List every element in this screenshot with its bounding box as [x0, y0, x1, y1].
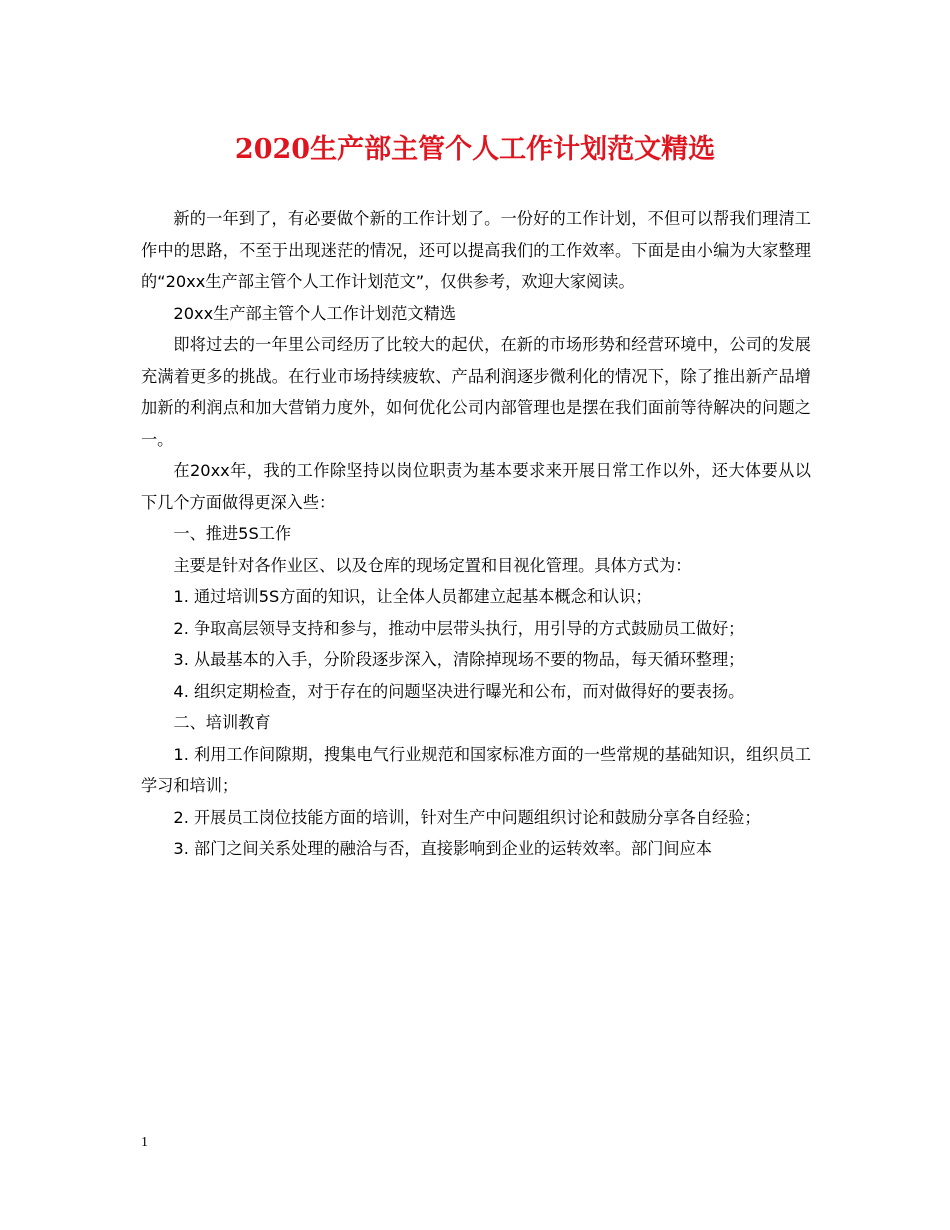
list-item-training-3: 3. 部门之间关系处理的融洽与否，直接影响到企业的运转效率。部门间应本	[173, 839, 712, 858]
list-item-5s-3: 3. 从最基本的入手，分阶段逐步深入，清除掉现场不要的物品，每天循环整理；	[173, 650, 745, 669]
paragraph-plan-overview: 在20xx年，我的工作除坚持以岗位职责为基本要求来开展日常工作以外，还大体要从以下几个方面做得更深入些：	[141, 461, 811, 512]
section-heading-training: 二、培训教育	[173, 713, 271, 732]
paragraph-intro: 新的一年到了，有必要做个新的工作计划了。一份好的工作计划，不但可以帮我们理清工作中的思路，不至于出现迷茫的情况，还可以提高我们的工作效率。下面是由小编为大家整理的“20xx生产部主管个人工作计划范文”，仅供参考，欢迎大家阅读。	[141, 209, 811, 291]
paragraph-subtitle: 20xx生产部主管个人工作计划范文精选	[173, 303, 456, 323]
page-number: 1	[141, 1135, 148, 1150]
document-title: 2020生产部主管个人工作计划范文精选	[234, 134, 716, 165]
list-item-training-2: 2. 开展员工岗位技能方面的培训，针对生产中问题组织讨论和鼓励分享各自经验；	[173, 807, 761, 827]
paragraph-5s-scope: 主要是针对各作业区、以及仓库的现场定置和目视化管理。具体方式为：	[173, 555, 692, 575]
list-item-5s-4: 4. 组织定期检查，对于存在的问题坚决进行曝光和公布，而对做得好的要表扬。	[173, 681, 745, 701]
paragraph-background: 即将过去的一年里公司经历了比较大的起伏，在新的市场形势和经营环境中，公司的发展充满着更多的挑战。在行业市场持续疲软、产品利润逐步微利化的情况下，除了推出新产品增加新的利润点和加大营销力度外，如何优化公司内部管理也是摆在我们面前等待解决的问题之一。	[141, 335, 811, 449]
list-item-5s-2: 2. 争取高层领导支持和参与，推动中层带头执行，用引导的方式鼓励员工做好；	[173, 618, 745, 638]
list-item-training-1: 1. 利用工作间隙期，搜集电气行业规范和国家标准方面的一些常规的基础知识，组织员工学习和培训；	[141, 744, 811, 795]
section-heading-5s: 一、推进5S工作	[173, 524, 292, 543]
list-item-5s-1: 1. 通过培训5S方面的知识，让全体人员都建立起基本概念和认识；	[173, 587, 652, 606]
document-body	[141, 203, 811, 865]
